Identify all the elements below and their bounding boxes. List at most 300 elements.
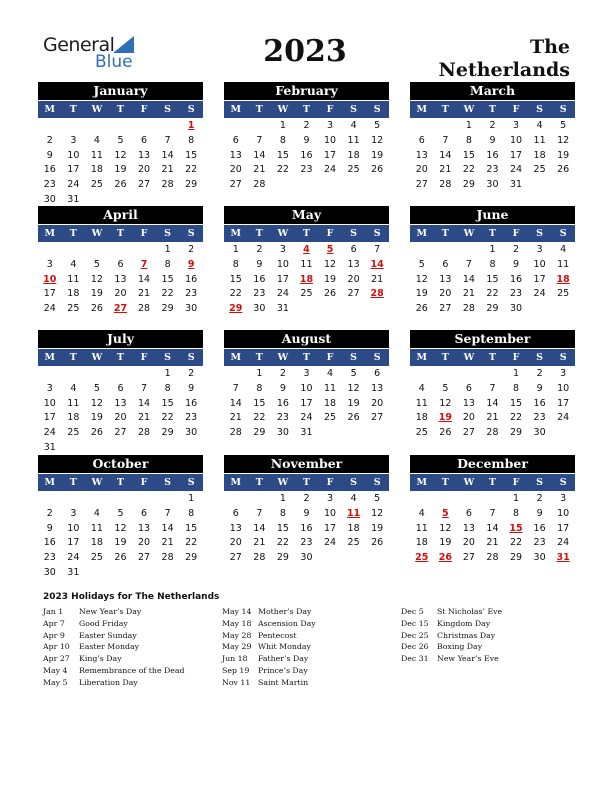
holiday-name: Easter Monday — [79, 642, 140, 652]
day-cell: 24 — [43, 427, 56, 439]
day-cell: 7 — [489, 507, 496, 519]
day-cell: 7 — [164, 507, 171, 519]
day-cell: 24 — [533, 288, 546, 300]
day-cell: 18 — [415, 537, 428, 549]
day-cell: 17 — [557, 522, 570, 534]
days-grid — [410, 243, 575, 317]
day-cell: 23 — [185, 288, 198, 300]
empty-day-cell — [62, 367, 86, 382]
day-cell: 18 — [533, 149, 546, 161]
day-cell: 19 — [347, 397, 360, 409]
weekday-label: M — [44, 477, 56, 488]
day-cell: 2 — [303, 120, 310, 131]
day-cell: 30 — [533, 552, 546, 564]
day-cell: 18 — [90, 164, 103, 176]
day-cell: 6 — [465, 507, 472, 519]
day-cell: 11 — [90, 149, 103, 161]
day-cell: 6 — [117, 382, 124, 394]
empty-day-cell — [109, 492, 133, 507]
holiday-day-cell: 14 — [370, 258, 384, 270]
day-cell: 20 — [137, 164, 151, 176]
weekday-label: T — [441, 104, 449, 115]
day-cell: 21 — [371, 273, 384, 285]
day-cell: 22 — [276, 164, 289, 176]
day-cell: 6 — [141, 134, 148, 146]
day-cell: 3 — [46, 258, 53, 270]
weekday-header — [38, 225, 203, 242]
day-cell: 16 — [43, 537, 56, 549]
holiday-date: May 5 — [43, 677, 68, 687]
empty-day-cell — [457, 492, 481, 507]
holiday-name: Saint Martin — [258, 677, 309, 687]
day-cell: 17 — [67, 537, 80, 549]
day-cell: 21 — [253, 164, 266, 176]
weekday-label: T — [116, 477, 124, 488]
day-cell: 18 — [347, 522, 360, 534]
holiday-row — [222, 630, 316, 642]
empty-day-cell — [132, 492, 156, 507]
day-cell: 12 — [415, 273, 428, 285]
day-cell: 20 — [371, 397, 384, 409]
day-cell: 4 — [536, 120, 543, 131]
weekday-label: F — [326, 477, 334, 488]
day-cell: 22 — [462, 164, 475, 176]
day-cell: 11 — [300, 258, 313, 270]
day-cell: 16 — [253, 273, 266, 285]
day-cell: 9 — [536, 507, 543, 519]
day-cell: 21 — [462, 288, 475, 300]
day-cell: 17 — [323, 149, 337, 161]
day-cell: 13 — [439, 273, 452, 285]
days-grid — [410, 119, 575, 193]
brand-logo — [43, 34, 143, 74]
day-cell: 30 — [486, 179, 499, 191]
day-cell: 26 — [557, 164, 570, 176]
day-cell: 28 — [486, 427, 499, 439]
weekday-label: W — [91, 104, 103, 115]
day-cell: 6 — [465, 382, 472, 394]
day-cell: 29 — [185, 179, 198, 191]
day-cell: 8 — [279, 134, 286, 146]
day-cell: 22 — [253, 412, 266, 424]
day-cell: 9 — [513, 258, 520, 270]
day-cell: 20 — [114, 288, 127, 300]
day-cell: 8 — [188, 507, 195, 519]
weekday-label: F — [512, 477, 520, 488]
holiday-name: Prince’s Day — [258, 665, 308, 675]
holiday-day-cell: 15 — [509, 522, 523, 534]
month-title: May — [224, 206, 389, 224]
day-cell: 24 — [43, 303, 56, 315]
holiday-row — [43, 606, 185, 618]
month-april — [38, 206, 203, 317]
day-cell: 11 — [67, 397, 80, 409]
day-cell: 25 — [347, 537, 360, 549]
day-cell: 3 — [560, 368, 567, 379]
weekday-label: T — [488, 352, 496, 363]
day-cell: 16 — [276, 397, 289, 409]
day-cell: 17 — [43, 288, 56, 300]
day-cell: 4 — [350, 120, 357, 131]
days-grid — [38, 243, 203, 317]
day-cell: 1 — [164, 244, 171, 255]
empty-day-cell — [156, 492, 180, 507]
day-cell: 4 — [418, 382, 425, 394]
day-cell: 29 — [276, 552, 289, 564]
holiday-date: May 29 — [222, 642, 252, 652]
weekday-header — [224, 474, 389, 491]
holiday-day-cell: 28 — [370, 288, 384, 300]
days-grid — [224, 367, 389, 441]
weekday-label: M — [44, 352, 56, 363]
weekday-label: T — [302, 104, 310, 115]
day-cell: 21 — [161, 537, 174, 549]
day-cell: 14 — [486, 522, 499, 534]
day-cell: 28 — [161, 552, 174, 564]
empty-day-cell — [132, 243, 156, 258]
weekday-label: F — [326, 352, 334, 363]
day-cell: 5 — [117, 134, 124, 146]
holiday-day-cell: 27 — [113, 303, 128, 315]
day-cell: 23 — [185, 412, 198, 424]
weekday-label: T — [441, 352, 449, 363]
day-cell: 19 — [557, 149, 570, 161]
day-cell: 17 — [557, 397, 570, 409]
weekday-label: M — [416, 228, 428, 239]
day-cell: 20 — [229, 537, 242, 549]
weekday-label: T — [69, 228, 77, 239]
day-cell: 18 — [323, 397, 337, 409]
day-cell: 7 — [164, 134, 171, 146]
holiday-date: Apr 27 — [43, 654, 70, 664]
day-cell: 4 — [327, 368, 334, 379]
holiday-day-cell: 11 — [346, 507, 361, 519]
day-cell: 22 — [486, 288, 499, 300]
day-cell: 10 — [509, 134, 523, 146]
weekday-label: T — [255, 228, 263, 239]
weekday-label: T — [488, 104, 496, 115]
weekday-label: T — [116, 228, 124, 239]
weekday-label: S — [187, 352, 195, 363]
month-title: December — [410, 455, 575, 473]
weekday-label: S — [350, 228, 358, 239]
day-cell: 3 — [327, 120, 334, 131]
holiday-date: Sep 19 — [222, 665, 250, 675]
day-cell: 27 — [415, 179, 428, 191]
day-cell: 20 — [137, 537, 151, 549]
day-cell: 21 — [253, 537, 266, 549]
day-cell: 16 — [486, 149, 499, 161]
weekday-label: T — [441, 477, 449, 488]
holiday-row — [43, 641, 185, 653]
holiday-day-cell: 18 — [299, 273, 314, 285]
day-cell: 22 — [161, 288, 174, 300]
days-grid — [38, 119, 203, 208]
empty-day-cell — [38, 119, 62, 134]
weekday-label: W — [463, 104, 475, 115]
holiday-date: Nov 11 — [222, 677, 251, 687]
day-cell: 9 — [303, 507, 310, 519]
weekday-label: T — [488, 477, 496, 488]
day-cell: 14 — [137, 273, 151, 285]
day-cell: 1 — [513, 493, 520, 504]
day-cell: 20 — [462, 412, 475, 424]
day-cell: 18 — [67, 288, 80, 300]
holiday-row — [401, 630, 502, 642]
holiday-name: Mother’s Day — [258, 607, 312, 616]
empty-day-cell — [410, 243, 434, 258]
holiday-row — [222, 641, 316, 653]
holiday-column — [222, 606, 316, 689]
holiday-row — [222, 618, 316, 630]
weekday-label: S — [350, 352, 358, 363]
day-cell: 9 — [46, 522, 53, 534]
day-cell: 7 — [442, 134, 449, 146]
day-cell: 27 — [462, 427, 475, 439]
weekday-label: W — [277, 104, 289, 115]
day-cell: 1 — [465, 120, 472, 131]
holiday-day-cell: 5 — [326, 244, 334, 255]
day-cell: 30 — [185, 303, 198, 315]
empty-day-cell — [224, 367, 248, 382]
day-cell: 11 — [347, 134, 360, 146]
holiday-row — [43, 653, 185, 665]
day-cell: 19 — [371, 149, 384, 161]
day-cell: 25 — [533, 164, 546, 176]
day-cell: 13 — [462, 397, 475, 409]
day-cell: 21 — [161, 164, 174, 176]
weekday-label: M — [44, 104, 56, 115]
weekday-label: S — [559, 352, 567, 363]
day-cell: 26 — [371, 537, 384, 549]
day-cell: 7 — [374, 244, 381, 255]
day-cell: 25 — [67, 303, 80, 315]
day-cell: 30 — [533, 427, 546, 439]
holiday-row — [401, 641, 502, 653]
weekday-label: W — [463, 228, 475, 239]
day-cell: 8 — [513, 507, 520, 519]
day-cell: 31 — [276, 303, 289, 315]
day-cell: 27 — [137, 552, 151, 564]
logo-text-blue: Blue — [95, 52, 133, 72]
month-title: January — [38, 82, 203, 100]
day-cell: 31 — [43, 441, 56, 453]
day-cell: 27 — [371, 412, 384, 424]
day-cell: 19 — [371, 522, 384, 534]
weekday-label: S — [373, 228, 381, 239]
weekday-header — [38, 474, 203, 491]
day-cell: 14 — [229, 397, 242, 409]
weekday-label: M — [230, 477, 242, 488]
day-cell: 4 — [70, 258, 77, 270]
day-cell: 14 — [137, 397, 151, 409]
holiday-date: Dec 31 — [401, 654, 429, 664]
day-cell: 17 — [300, 397, 313, 409]
empty-day-cell — [156, 119, 180, 134]
day-cell: 5 — [374, 493, 381, 504]
days-grid — [224, 492, 389, 566]
day-cell: 12 — [439, 397, 452, 409]
day-cell: 22 — [185, 164, 198, 176]
day-cell: 15 — [486, 273, 499, 285]
day-cell: 23 — [43, 552, 56, 564]
day-cell: 24 — [323, 164, 337, 176]
day-cell: 18 — [347, 149, 360, 161]
weekday-label: T — [302, 477, 310, 488]
day-cell: 8 — [465, 134, 472, 146]
day-cell: 20 — [114, 412, 127, 424]
holiday-name: New Year’s Day — [79, 607, 142, 616]
day-cell: 1 — [164, 368, 171, 379]
day-cell: 9 — [303, 134, 310, 146]
day-cell: 23 — [509, 288, 523, 300]
day-cell: 3 — [327, 493, 334, 504]
holiday-date: Dec 26 — [401, 642, 429, 652]
day-cell: 30 — [509, 303, 523, 315]
day-cell: 21 — [137, 288, 151, 300]
month-august — [224, 330, 389, 441]
day-cell: 29 — [185, 552, 198, 564]
holiday-row — [222, 677, 316, 689]
day-cell: 16 — [185, 397, 198, 409]
holiday-column — [43, 606, 185, 689]
day-cell: 10 — [557, 507, 570, 519]
day-cell: 29 — [486, 303, 499, 315]
weekday-label: W — [277, 352, 289, 363]
day-cell: 3 — [46, 382, 53, 394]
day-cell: 3 — [513, 120, 520, 131]
holiday-row — [43, 618, 185, 630]
day-cell: 17 — [323, 522, 337, 534]
day-cell: 27 — [114, 427, 127, 439]
holiday-name: New Year’s Eve — [437, 654, 499, 664]
day-cell: 7 — [489, 382, 496, 394]
day-cell: 17 — [67, 164, 80, 176]
day-cell: 7 — [256, 134, 263, 146]
holiday-row — [222, 665, 316, 677]
empty-day-cell — [85, 492, 109, 507]
day-cell: 13 — [415, 149, 428, 161]
day-cell: 28 — [137, 303, 151, 315]
holiday-column — [401, 606, 502, 665]
day-cell: 21 — [486, 412, 499, 424]
weekday-label: S — [536, 228, 544, 239]
empty-day-cell — [481, 367, 505, 382]
day-cell: 2 — [188, 368, 195, 379]
empty-day-cell — [38, 243, 62, 258]
day-cell: 9 — [256, 258, 263, 270]
holiday-day-cell: 26 — [438, 552, 452, 564]
month-october — [38, 455, 203, 581]
day-cell: 31 — [509, 179, 523, 191]
empty-day-cell — [62, 243, 86, 258]
holiday-name: Whit Monday — [258, 642, 311, 652]
empty-day-cell — [224, 119, 248, 134]
day-cell: 2 — [536, 493, 543, 504]
holiday-row — [401, 653, 502, 665]
holiday-name: King’s Day — [79, 654, 122, 664]
day-cell: 1 — [232, 244, 239, 255]
month-title: November — [224, 455, 389, 473]
day-cell: 15 — [161, 273, 174, 285]
day-cell: 12 — [371, 507, 384, 519]
month-title: July — [38, 330, 203, 348]
day-cell: 29 — [509, 427, 523, 439]
weekday-label: T — [69, 352, 77, 363]
day-cell: 10 — [276, 258, 289, 270]
day-cell: 15 — [276, 522, 289, 534]
day-cell: 28 — [137, 427, 151, 439]
holiday-name: Christmas Day — [437, 630, 496, 640]
weekday-label: M — [230, 104, 242, 115]
day-cell: 23 — [486, 164, 499, 176]
weekday-label: F — [512, 228, 520, 239]
weekday-header — [410, 101, 575, 118]
day-cell: 25 — [347, 164, 360, 176]
weekday-header — [38, 349, 203, 366]
day-cell: 20 — [229, 164, 242, 176]
day-cell: 6 — [442, 258, 449, 270]
day-cell: 23 — [533, 537, 546, 549]
day-cell: 9 — [46, 149, 53, 161]
day-cell: 26 — [114, 552, 127, 564]
day-cell: 2 — [279, 368, 286, 379]
holiday-date: Jun 18 — [222, 654, 248, 664]
empty-day-cell — [434, 243, 458, 258]
day-cell: 26 — [439, 427, 452, 439]
holiday-name: Kingdom Day — [437, 618, 491, 628]
holiday-row — [401, 618, 502, 630]
day-cell: 11 — [533, 134, 546, 146]
calendar-year: 2023 — [263, 34, 347, 69]
day-cell: 8 — [513, 382, 520, 394]
day-cell: 28 — [253, 552, 266, 564]
day-cell: 30 — [253, 303, 266, 315]
empty-day-cell — [109, 119, 133, 134]
holiday-row — [43, 665, 185, 677]
weekday-label: S — [164, 228, 172, 239]
day-cell: 14 — [253, 522, 266, 534]
day-cell: 29 — [462, 179, 475, 191]
weekday-label: S — [164, 104, 172, 115]
day-cell: 22 — [509, 537, 523, 549]
day-cell: 6 — [418, 134, 425, 146]
day-cell: 3 — [303, 368, 310, 379]
weekday-label: S — [373, 352, 381, 363]
days-grid — [224, 119, 389, 193]
day-cell: 6 — [232, 507, 239, 519]
day-cell: 17 — [509, 149, 523, 161]
day-cell: 27 — [462, 552, 475, 564]
day-cell: 23 — [43, 179, 56, 191]
day-cell: 6 — [232, 134, 239, 146]
day-cell: 21 — [229, 412, 242, 424]
day-cell: 31 — [67, 193, 80, 205]
day-cell: 30 — [185, 427, 198, 439]
month-title: March — [410, 82, 575, 100]
day-cell: 27 — [137, 179, 151, 191]
weekday-label: M — [44, 228, 56, 239]
day-cell: 22 — [509, 412, 523, 424]
day-cell: 7 — [141, 382, 148, 394]
weekday-header — [410, 225, 575, 242]
day-cell: 26 — [323, 288, 337, 300]
weekday-label: S — [187, 104, 195, 115]
weekday-label: F — [512, 104, 520, 115]
weekday-label: W — [277, 477, 289, 488]
day-cell: 12 — [557, 134, 570, 146]
day-cell: 23 — [276, 412, 289, 424]
